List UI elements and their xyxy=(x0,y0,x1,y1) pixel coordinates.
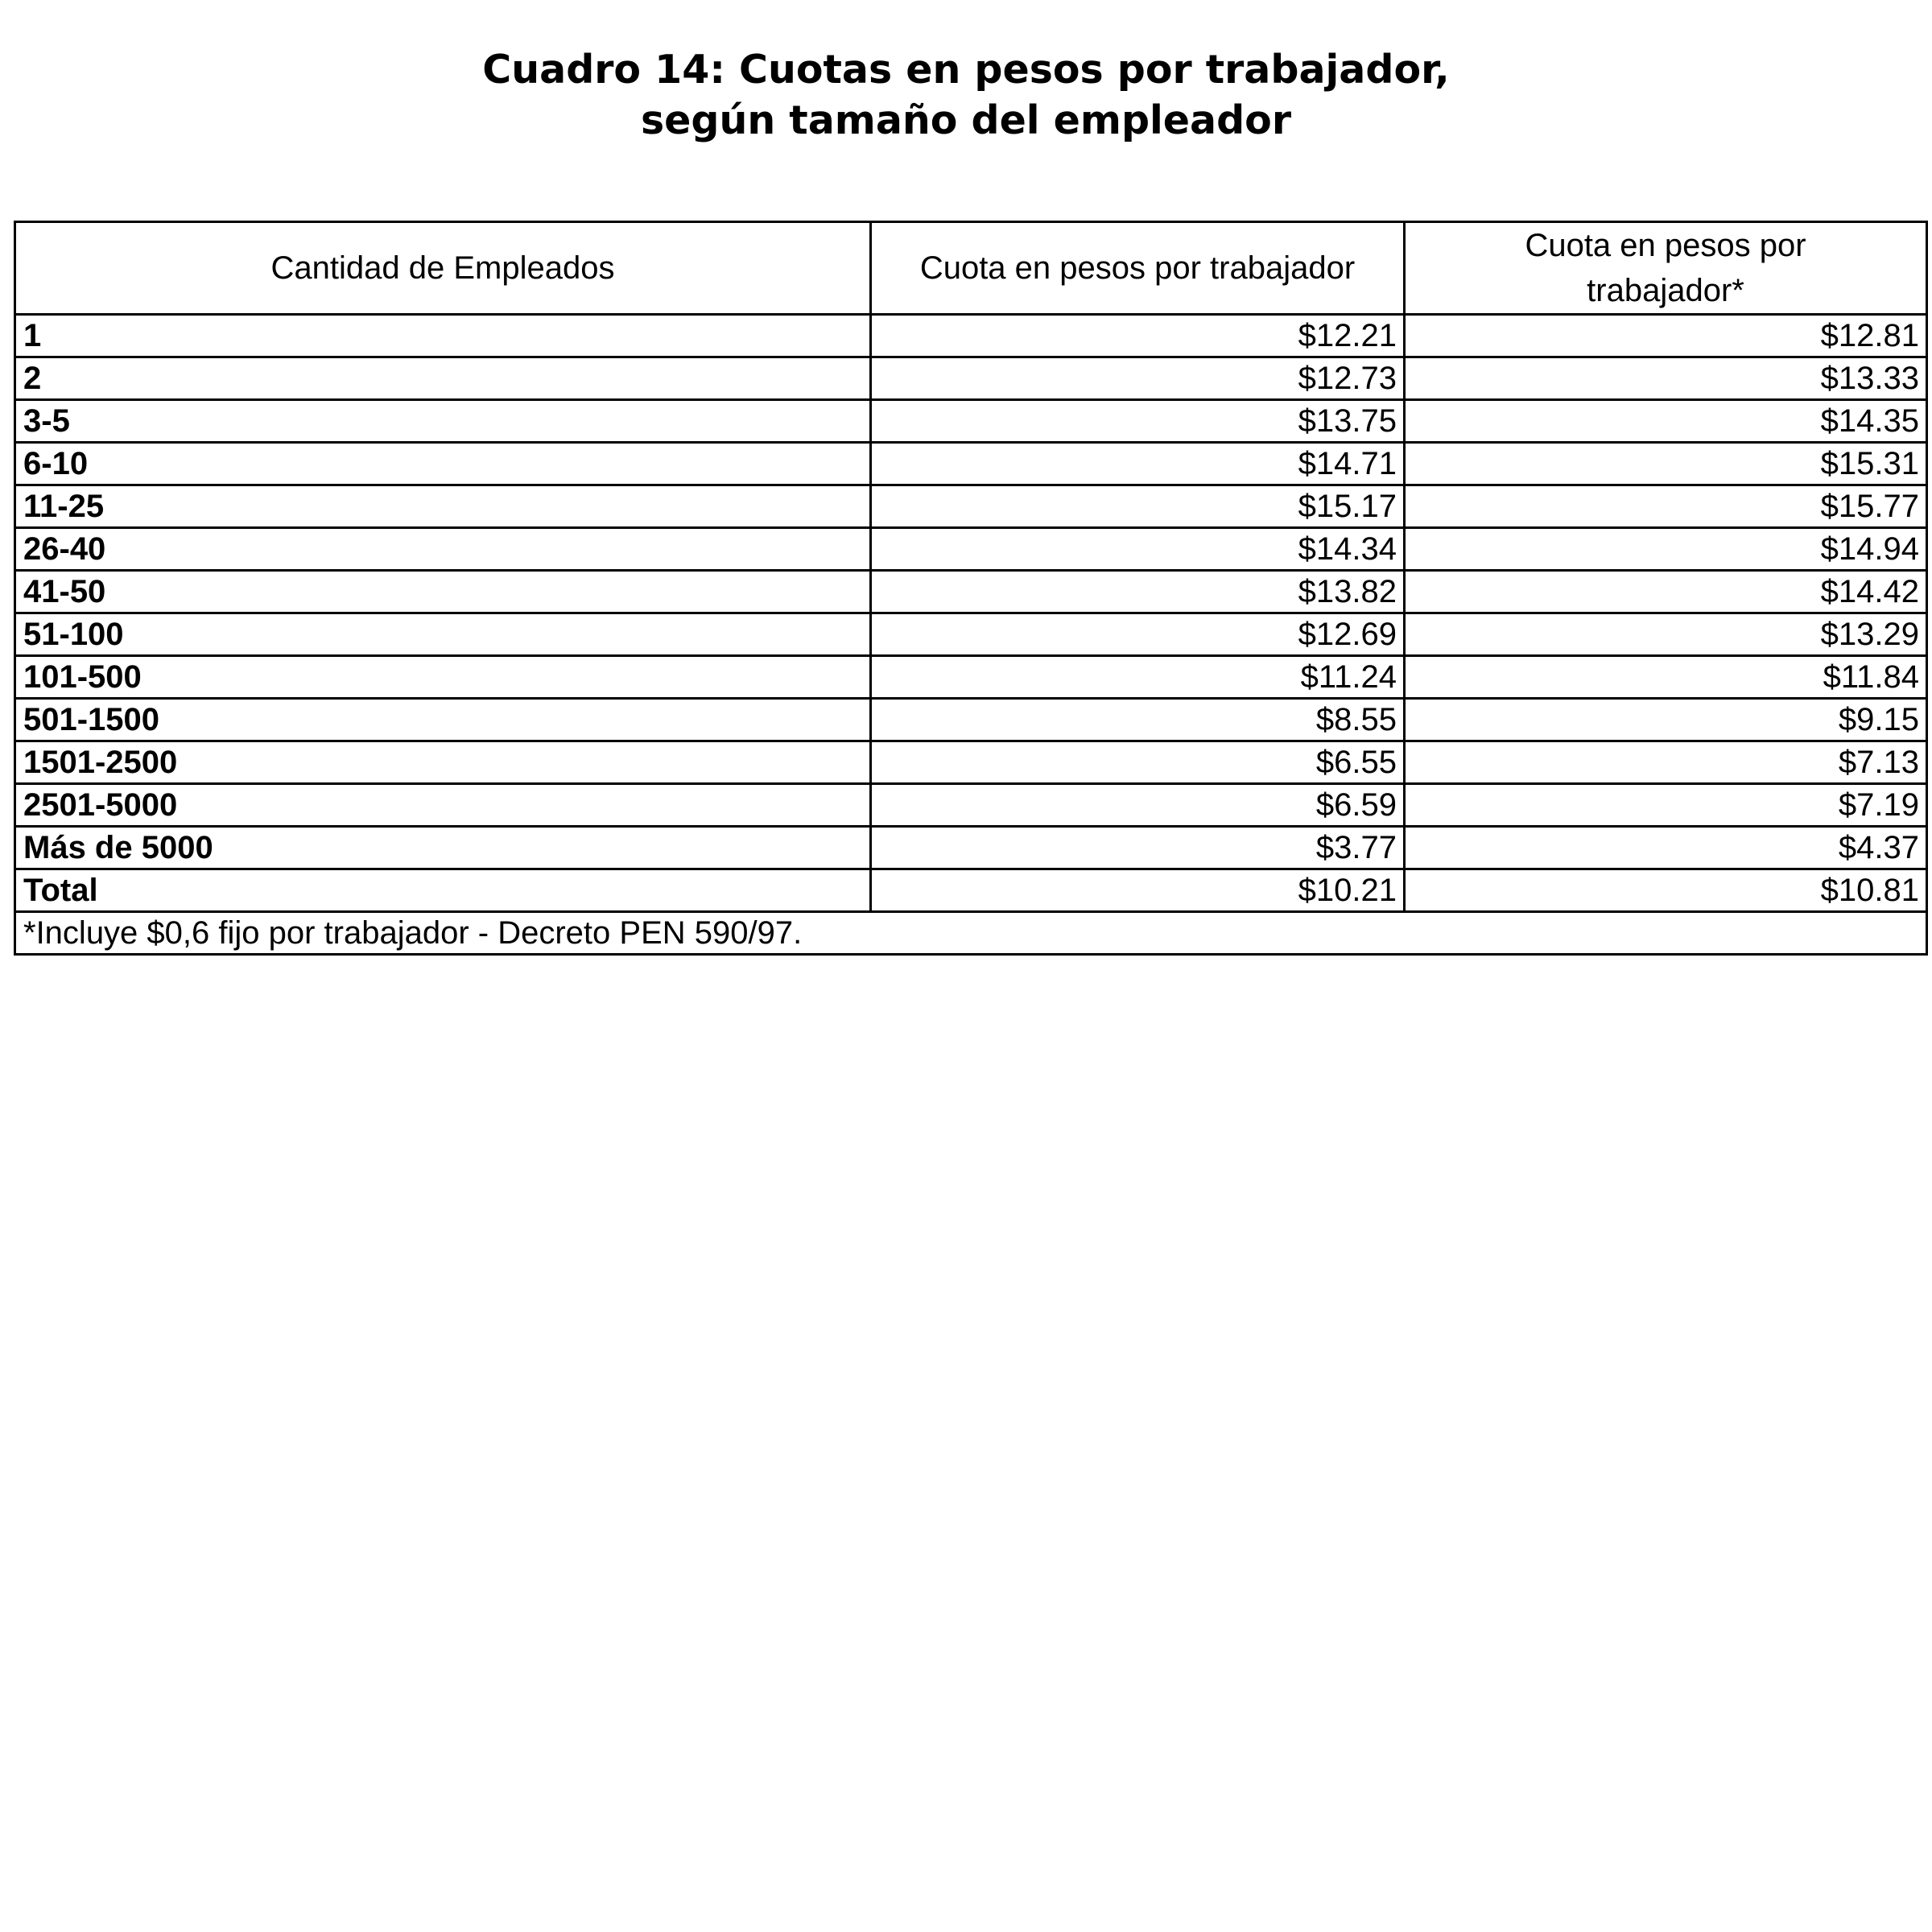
cell-cantidad-empleados: 6-10 xyxy=(15,443,871,485)
cell-cantidad-empleados: 41-50 xyxy=(15,571,871,613)
footnote: *Incluye $0,6 fijo por trabajador - Decreto PEN 590/97. xyxy=(15,912,1927,955)
table-row xyxy=(15,528,1927,571)
cell-cuota-con-fijo: $14.35 xyxy=(1405,400,1927,443)
table-row xyxy=(15,784,1927,827)
table-row xyxy=(15,699,1927,741)
cell-cuota-con-fijo: $7.19 xyxy=(1405,784,1927,827)
cell-cantidad-empleados: Más de 5000 xyxy=(15,827,871,869)
cell-cuota-con-fijo: $15.31 xyxy=(1405,443,1927,485)
cell-cantidad-empleados: 26-40 xyxy=(15,528,871,571)
cell-cuota-con-fijo: $13.29 xyxy=(1405,613,1927,656)
cell-cuota: $8.55 xyxy=(871,699,1405,741)
cell-cuota-con-fijo: $14.94 xyxy=(1405,528,1927,571)
cell-cuota: $13.75 xyxy=(871,400,1405,443)
cell-cuota: $3.77 xyxy=(871,827,1405,869)
cell-cuota: $13.82 xyxy=(871,571,1405,613)
footnote-row xyxy=(15,912,1927,955)
cell-cuota-con-fijo: $11.84 xyxy=(1405,656,1927,699)
table-row xyxy=(15,400,1927,443)
table-row xyxy=(15,443,1927,485)
table-row xyxy=(15,869,1927,912)
table-row xyxy=(15,571,1927,613)
table-row xyxy=(15,485,1927,528)
cell-cantidad-empleados: 51-100 xyxy=(15,613,871,656)
cell-cantidad-empleados: 501-1500 xyxy=(15,699,871,741)
cell-cuota: $12.21 xyxy=(871,315,1405,357)
cell-cantidad-empleados: 1501-2500 xyxy=(15,741,871,784)
title-line-2: según tamaño del empleador xyxy=(640,97,1292,143)
table-row xyxy=(15,741,1927,784)
cell-cantidad-empleados: 3-5 xyxy=(15,400,871,443)
cell-cuota-con-fijo: $9.15 xyxy=(1405,699,1927,741)
cell-cuota: $14.34 xyxy=(871,528,1405,571)
header-cantidad-empleados: Cantidad de Empleados xyxy=(15,222,871,315)
cell-cantidad-empleados: 2501-5000 xyxy=(15,784,871,827)
header-row xyxy=(15,222,1927,315)
quota-table xyxy=(14,221,1928,956)
cell-cantidad-empleados: 2 xyxy=(15,357,871,400)
table-row xyxy=(15,613,1927,656)
cell-cuota-con-fijo: $10.81 xyxy=(1405,869,1927,912)
cell-cuota: $15.17 xyxy=(871,485,1405,528)
cell-cuota: $14.71 xyxy=(871,443,1405,485)
table-row xyxy=(15,315,1927,357)
header-cuota: Cuota en pesos por trabajador xyxy=(871,222,1405,315)
cell-cantidad-empleados: Total xyxy=(15,869,871,912)
cell-cuota: $6.59 xyxy=(871,784,1405,827)
table-row xyxy=(15,656,1927,699)
cell-cuota: $12.69 xyxy=(871,613,1405,656)
header-cuota-con-fijo: Cuota en pesos por trabajador* xyxy=(1405,222,1927,315)
cell-cuota-con-fijo: $14.42 xyxy=(1405,571,1927,613)
cell-cuota-con-fijo: $4.37 xyxy=(1405,827,1927,869)
cell-cuota-con-fijo: $15.77 xyxy=(1405,485,1927,528)
cell-cuota-con-fijo: $13.33 xyxy=(1405,357,1927,400)
cell-cuota: $6.55 xyxy=(871,741,1405,784)
table-row xyxy=(15,827,1927,869)
cell-cantidad-empleados: 1 xyxy=(15,315,871,357)
cell-cuota: $12.73 xyxy=(871,357,1405,400)
cell-cuota-con-fijo: $12.81 xyxy=(1405,315,1927,357)
cell-cuota: $10.21 xyxy=(871,869,1405,912)
page-title xyxy=(0,44,1932,146)
cell-cantidad-empleados: 11-25 xyxy=(15,485,871,528)
cell-cuota-con-fijo: $7.13 xyxy=(1405,741,1927,784)
title-line-1: Cuadro 14: Cuotas en pesos por trabajador, xyxy=(482,47,1450,93)
cell-cuota: $11.24 xyxy=(871,656,1405,699)
table-row xyxy=(15,357,1927,400)
cell-cantidad-empleados: 101-500 xyxy=(15,656,871,699)
